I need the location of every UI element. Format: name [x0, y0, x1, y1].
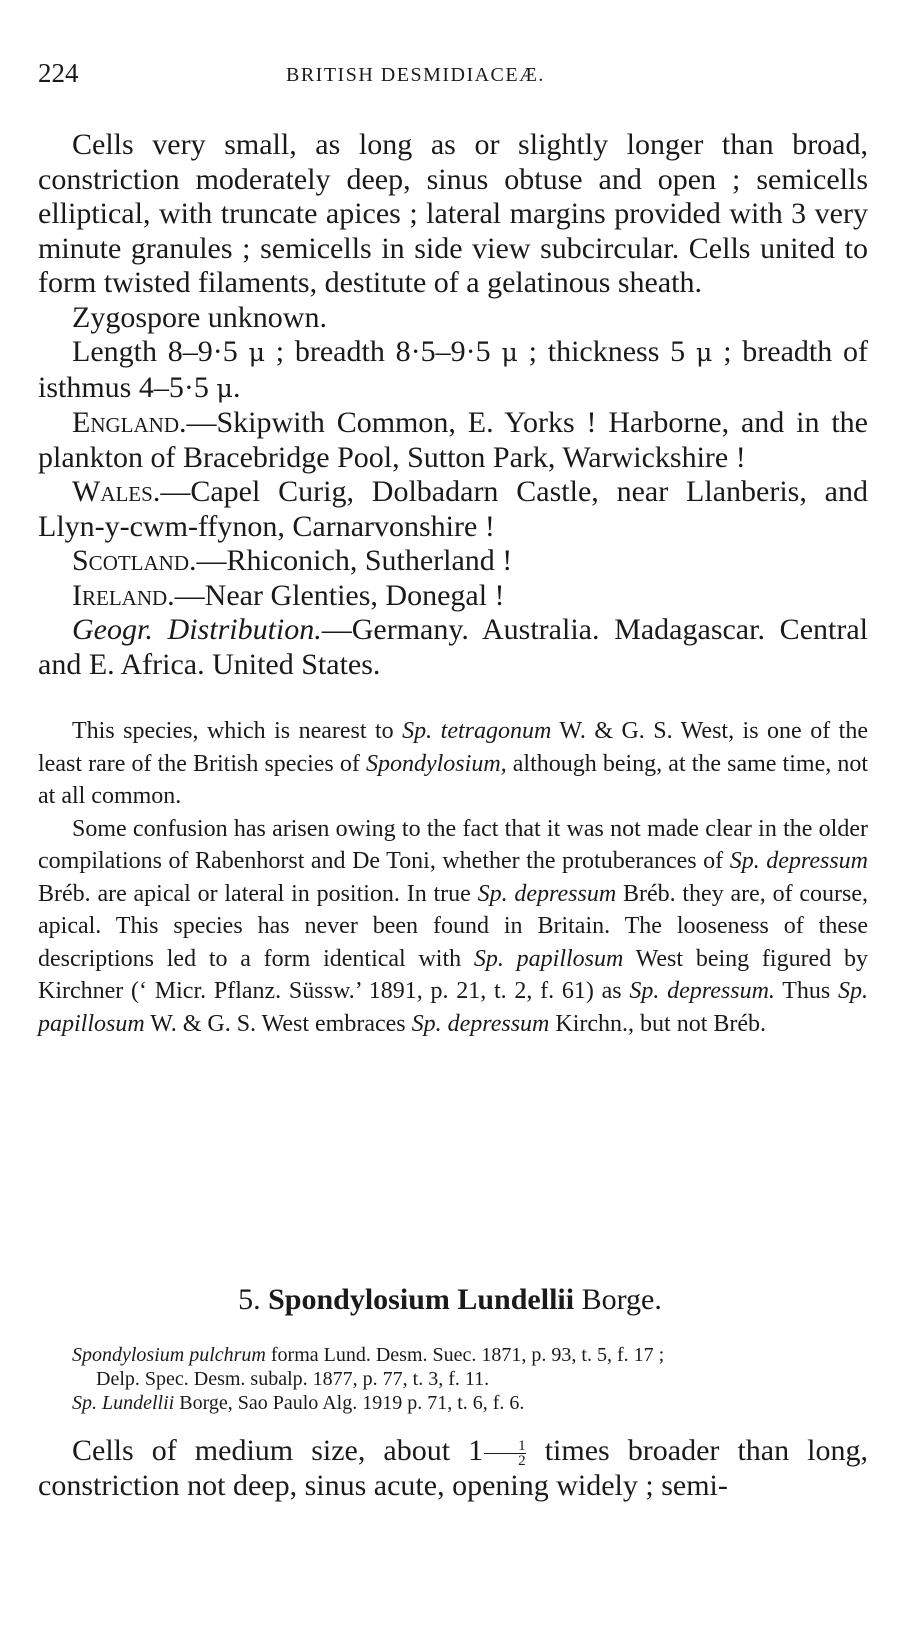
- taxon-name: Sp. papillosum: [473, 945, 624, 972]
- species-name: Spondylosium Lundellii: [268, 1283, 575, 1316]
- page-number: 224: [38, 58, 79, 88]
- final-description: [38, 1434, 868, 1503]
- note-text: Kirchn., but not Bréb.: [549, 1010, 767, 1037]
- locality-text: —Near Glenties, Donegal !: [174, 578, 505, 612]
- locality-text: —Rhiconich, Sutherland !: [196, 544, 513, 577]
- description-paragraph: Cells very small, as long as or slightly longer than broad, constriction moderately deep, sinus obtuse and open ; semicells elliptical, with truncate apices ; lateral margins provided with 3 very minute granules ; semicells in side view subcircular. Cells united to form twisted filaments, destitute of a gelatinous sheath.: [38, 128, 868, 299]
- taxon-name: Sp. depressum: [411, 1010, 550, 1037]
- distribution-paragraph: [38, 613, 868, 682]
- region-label: Wales.: [72, 475, 161, 508]
- synonym-reference: forma Lund. Desm. Suec. 1871, p. 93, t. 5, f. 17 ;: [265, 1344, 665, 1366]
- synonym-reference: Borge, Sao Paulo Alg. 1919 p. 71, t. 6, f. 6.: [174, 1392, 525, 1414]
- synonymy-block: [72, 1343, 852, 1415]
- synonym-reference: Delp. Spec. Desm. subalp. 1877, p. 77, t. 3, f. 11.: [96, 1368, 490, 1390]
- final-text: Cells of medium size, about 1: [72, 1434, 484, 1467]
- taxon-name: Sp. tetragonum: [402, 718, 552, 744]
- micron-symbol: μ: [248, 338, 266, 368]
- species-authority: Borge.: [581, 1283, 662, 1316]
- locality-text: —Skipwith Common, E. Yorks ! Harborne, and in the plankton of Bracebridge Pool, Sutton Park, Warwickshire !: [38, 406, 868, 474]
- synonym-line: [72, 1367, 852, 1391]
- taxon-name: Sp. depressum.: [629, 978, 775, 1004]
- fraction-numerator: 1: [484, 1439, 526, 1454]
- locality-england: [38, 406, 868, 475]
- synonym-name: Sp. Lundellii: [72, 1392, 175, 1414]
- dimensions-paragraph: [38, 335, 868, 406]
- micron-symbol: μ: [695, 338, 713, 368]
- distribution-label: Geogr. Distribution.: [72, 613, 322, 646]
- note-text: Bréb. they are, of course, apical. This species has never been found in Britain. The looseness of these descriptions led to a form identical with: [38, 880, 868, 972]
- main-text: [38, 128, 868, 1040]
- taxon-name: Sp. papillosum: [38, 978, 868, 1037]
- final-text: times broader than long, constriction not deep, sinus acute, opening widely ; semi-: [38, 1434, 868, 1502]
- taxon-name: Sp. depressum: [477, 880, 617, 907]
- note-text: W. & G. S. West embraces: [144, 1010, 412, 1037]
- micron-symbol: μ: [216, 373, 233, 404]
- micron-symbol: μ: [501, 338, 518, 368]
- length-text: Length 8–9·5: [72, 335, 238, 368]
- taxon-name: Spondylosium,: [365, 750, 507, 777]
- synonym-line: [72, 1391, 852, 1415]
- note-paragraph-1: [38, 715, 868, 813]
- region-label: England.: [72, 406, 187, 439]
- locality-wales: [38, 475, 868, 544]
- region-label: Scotland.: [72, 544, 197, 577]
- note-paragraph-2: [38, 813, 868, 1041]
- period: .: [232, 370, 241, 404]
- note-text: W. & G. S. West, is one of the least rare of the British species of: [38, 718, 868, 777]
- locality-ireland: [38, 579, 868, 614]
- locality-scotland: [38, 544, 868, 579]
- fraction: [484, 1439, 526, 1468]
- species-heading: [0, 1283, 900, 1317]
- synonym-line: [72, 1343, 852, 1367]
- note-text: West being figured by Kirchner (‘ Micr. Pflanz. Süssw.’ 1891, p. 21, t. 2, f. 61) as: [38, 945, 868, 1004]
- note-text: This species, which is nearest to: [72, 718, 403, 744]
- running-head: BRITISH DESMIDIACEÆ.: [286, 64, 545, 86]
- species-number: 5.: [238, 1283, 261, 1316]
- isthmus-text: ; breadth of isthmus 4–5·5: [38, 335, 868, 404]
- zygospore-paragraph: Zygospore unknown.: [72, 300, 327, 334]
- taxon-name: Sp. depressum: [729, 848, 869, 874]
- distribution-text: —Germany. Australia. Madagascar. Central and E. Africa. United States.: [38, 613, 868, 681]
- region-label: Ireland.: [72, 578, 175, 612]
- note-text: Some confusion has arisen owing to the fact that it was not made clear in the older compilations of Rabenhorst and De Toni, whether the protuberances of: [38, 815, 868, 874]
- page-header: [38, 58, 868, 90]
- thickness-text: ; thickness 5: [528, 335, 686, 368]
- note-text: although being, at the same time, not at all common.: [38, 750, 868, 809]
- note-text: Thus: [774, 978, 838, 1004]
- note-text: Bréb. are apical or lateral in position. In true: [38, 880, 478, 907]
- final-paragraph: [38, 1434, 868, 1503]
- synonym-name: Spondylosium pulchrum: [72, 1344, 266, 1366]
- locality-text: —Capel Curig, Dolbadarn Castle, near Llanberis, and Llyn-y-cwm-ffynon, Carnarvonshire !: [38, 475, 868, 543]
- breadth-text: ; breadth 8·5–9·5: [275, 335, 491, 368]
- fraction-denominator: 2: [518, 1452, 526, 1469]
